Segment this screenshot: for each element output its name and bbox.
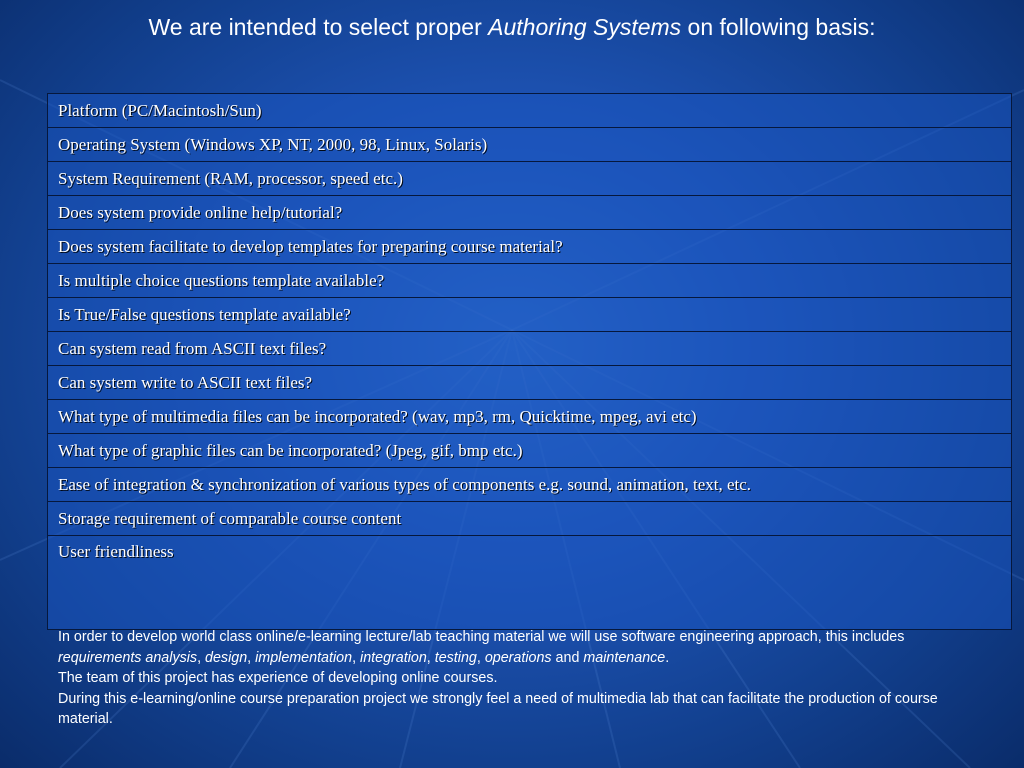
term-design: design <box>205 649 248 666</box>
criteria-cell: Operating System (Windows XP, NT, 2000, 98, Linux, Solaris) <box>48 128 1012 162</box>
criteria-table <box>47 93 1012 630</box>
table-row <box>48 332 1012 366</box>
slide-title <box>0 14 1024 41</box>
table-row <box>48 94 1012 128</box>
title-emphasis: Authoring Systems <box>488 14 682 40</box>
table-row <box>48 264 1012 298</box>
table-row <box>48 536 1012 630</box>
criteria-cell: Ease of integration & synchronization of various types of components e.g. sound, animation, text, etc. <box>48 468 1012 502</box>
notes-text <box>58 627 988 730</box>
term-operations: operations <box>484 649 552 666</box>
criteria-cell: System Requirement (RAM, processor, speed etc.) <box>48 162 1012 196</box>
term-integration: integration <box>360 649 427 666</box>
table-row <box>48 162 1012 196</box>
criteria-cell: What type of graphic files can be incorporated? (Jpeg, gif, bmp etc.) <box>48 434 1012 468</box>
criteria-cell: User friendliness <box>48 536 1012 630</box>
criteria-cell: Is multiple choice questions template available? <box>48 264 1012 298</box>
term-implementation: implementation <box>255 649 353 666</box>
criteria-cell: Can system read from ASCII text files? <box>48 332 1012 366</box>
table-row <box>48 468 1012 502</box>
notes-paragraph-experience: The team of this project has experience of developing online courses. <box>58 670 498 686</box>
table-row <box>48 434 1012 468</box>
table-row <box>48 502 1012 536</box>
term-testing: testing <box>434 649 477 666</box>
criteria-cell: What type of multimedia files can be incorporated? (wav, mp3, rm, Quicktime, mpeg, avi etc) <box>48 400 1012 434</box>
table-row <box>48 128 1012 162</box>
table-row <box>48 298 1012 332</box>
table-row <box>48 366 1012 400</box>
criteria-cell: Platform (PC/Macintosh/Sun) <box>48 94 1012 128</box>
criteria-cell: Can system write to ASCII text files? <box>48 366 1012 400</box>
criteria-cell: Does system facilitate to develop templates for preparing course material? <box>48 230 1012 264</box>
criteria-cell: Does system provide online help/tutorial? <box>48 196 1012 230</box>
notes-paragraph-multimedia-lab: During this e-learning/online course preparation project we strongly feel a need of multimedia lab that can facilitate the production of course material. <box>58 690 938 727</box>
term-requirements-analysis: requirements analysis <box>58 649 198 666</box>
criteria-cell: Is True/False questions template available? <box>48 298 1012 332</box>
table-row <box>48 196 1012 230</box>
criteria-cell: Storage requirement of comparable course content <box>48 502 1012 536</box>
title-prefix: We are intended to select proper <box>148 14 489 40</box>
table-row <box>48 400 1012 434</box>
notes-paragraph-approach: In order to develop world class online/e-learning lecture/lab teaching material we will use software engineering approach, this includes requirements analysis, design, implementation, integration, testing, operations and maintenance. <box>58 629 905 666</box>
term-maintenance: maintenance <box>583 649 666 666</box>
title-suffix: on following basis: <box>681 14 876 40</box>
table-row <box>48 230 1012 264</box>
